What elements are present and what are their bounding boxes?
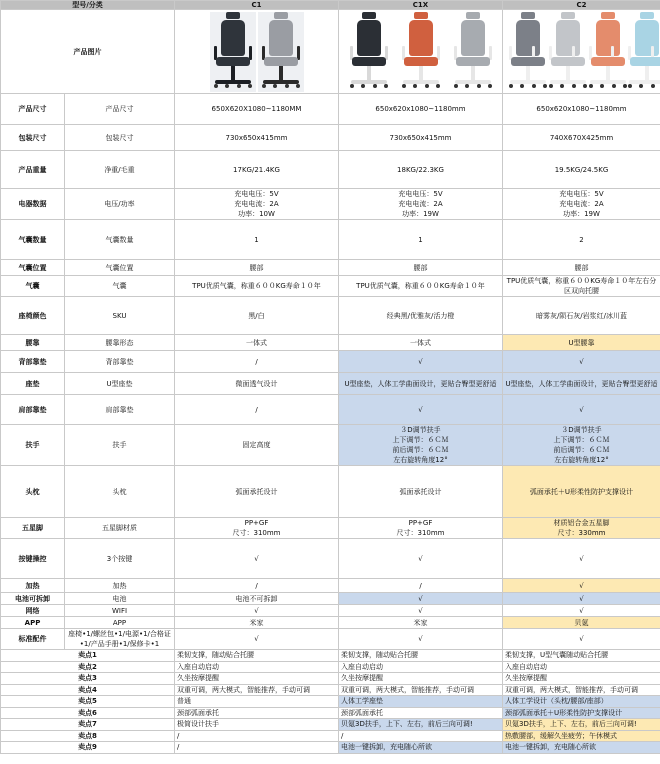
value-c1: / <box>175 395 339 425</box>
value-c1x: U型座垫，人体工学曲面设计，更贴合臀型更舒适 <box>339 373 503 395</box>
dark-chair-image <box>210 12 256 92</box>
selling-point-c1x: 入座自动启动 <box>339 661 503 673</box>
row-subcategory: 气囊数量 <box>65 220 175 260</box>
value-c1: 腰部 <box>175 260 339 276</box>
row-category: 扶手 <box>1 425 65 466</box>
value-c1: 米家 <box>175 617 339 629</box>
value-c1: √ <box>175 539 339 579</box>
value-c2: √ <box>503 629 660 650</box>
value-c1x-line: 尺寸：310mm <box>396 529 445 537</box>
selling-point-c2: 热敷腰部，缓解久坐疲劳；午休模式 <box>503 730 660 742</box>
value-c2: 740X670X425mm <box>503 125 660 151</box>
row-subcategory: 气囊位置 <box>65 260 175 276</box>
selling-point-label: 卖点2 <box>1 661 175 673</box>
selling-point-row <box>1 661 660 673</box>
value-c2: TPU优质气囊，称重６００KG寿命１０年左右分区双向托腰 <box>503 276 660 297</box>
value-c2: 弧面承托＋U形柔性防护支撑设计 <box>503 466 660 518</box>
row-subcategory: 五星脚材质 <box>65 518 175 539</box>
value-c2: √ <box>503 539 660 579</box>
selling-point-c1x: 久坐按摩提醒 <box>339 673 503 685</box>
orange-chair-image <box>398 12 444 92</box>
selling-point-c1: 普通 <box>175 696 339 708</box>
value-c1: √ <box>175 605 339 617</box>
row-subcategory: U型座垫 <box>65 373 175 395</box>
row-subcategory: 净重/毛重 <box>65 151 175 189</box>
value-c2: U型座垫，人体工学曲面设计，更贴合臀型更舒适 <box>503 373 660 395</box>
header-category: 型号/分类 <box>1 1 175 10</box>
value-c1: 650X620X1080~1180MM <box>175 94 339 125</box>
value-c1: 黑/白 <box>175 297 339 335</box>
value-c2-line: ３D调节扶手 <box>561 426 602 434</box>
row-subcategory: APP <box>65 617 175 629</box>
value-c1x <box>339 189 503 220</box>
value-c2: √ <box>503 351 660 373</box>
row-category: 网络 <box>1 605 65 617</box>
value-c1x: 米家 <box>339 617 503 629</box>
value-c2: 暗雾灰/陨石灰/岩浆红/冰川蓝 <box>503 297 660 335</box>
selling-point-c1x: / <box>339 730 503 742</box>
row-category: 头枕 <box>1 466 65 518</box>
light-gray-chair-image <box>545 12 579 92</box>
value-c1x <box>339 518 503 539</box>
row-category: 产品重量 <box>1 151 65 189</box>
row-category: 电池可拆卸 <box>1 593 65 605</box>
value-c1x: 弧面承托设计 <box>339 466 503 518</box>
selling-point-c1x: 电池一键拆卸，充电随心所欲 <box>339 742 503 754</box>
row-subcategory: 头枕 <box>65 466 175 518</box>
header-model-c2: C2 <box>503 1 660 10</box>
spec-row <box>1 593 660 605</box>
selling-point-c1x: 人体工学座垫 <box>339 696 503 708</box>
selling-point-row <box>1 696 660 708</box>
value-c1: 1 <box>175 220 339 260</box>
row-category: 标准配件 <box>1 629 65 650</box>
selling-point-c1: 久坐按摩提醒 <box>175 673 339 685</box>
value-c1x-line: 左右旋转角度12° <box>393 456 448 464</box>
spec-row <box>1 539 660 579</box>
spec-row <box>1 518 660 539</box>
spec-row <box>1 629 660 650</box>
value-c1 <box>175 518 339 539</box>
value-c1x-line: PP+GF <box>408 519 433 527</box>
spec-row <box>1 335 660 351</box>
value-c1x: 1 <box>339 220 503 260</box>
value-c2-line: 充电电流：2A <box>559 200 604 208</box>
row-subcategory: 扶手 <box>65 425 175 466</box>
value-c1-line: 充电电流：2A <box>234 200 279 208</box>
row-category: 座垫 <box>1 373 65 395</box>
value-c1x-line: 功率：19W <box>402 210 439 218</box>
selling-point-c2: 久坐按摩提醒 <box>503 673 660 685</box>
spec-row <box>1 351 660 373</box>
row-category: 加热 <box>1 579 65 593</box>
light-blue-chair-image <box>624 12 658 92</box>
value-c1-line: 功率：10W <box>238 210 275 218</box>
selling-point-c2: 贝氪3D扶手，上下、左右，前后三向可调! <box>503 719 660 731</box>
product-image-c1 <box>175 10 339 94</box>
value-c1x-line: 前后调节：６ＣＭ <box>392 446 449 454</box>
row-subcategory: 电压/功率 <box>65 189 175 220</box>
value-c1x: √ <box>339 629 503 650</box>
spec-row <box>1 605 660 617</box>
selling-point-label: 卖点4 <box>1 684 175 696</box>
selling-point-c2: 入座自动启动 <box>503 661 660 673</box>
value-c2: √ <box>503 605 660 617</box>
selling-point-label: 卖点8 <box>1 730 175 742</box>
value-c2: √ <box>503 593 660 605</box>
value-c2 <box>503 425 660 466</box>
product-image-c2 <box>503 10 660 94</box>
value-c2-line: 尺寸：330mm <box>557 529 606 537</box>
chair-image-group <box>177 12 336 92</box>
value-c1x: TPU优质气囊，称重６００KG寿命１０年 <box>339 276 503 297</box>
selling-point-label: 卖点9 <box>1 742 175 754</box>
value-c1: 一体式 <box>175 335 339 351</box>
header-row <box>1 1 660 10</box>
header-model-c1x: C1X <box>339 1 503 10</box>
black-chair-image <box>346 12 392 92</box>
value-c2: 腰部 <box>503 260 660 276</box>
value-c2-line: 前后调节：６ＣＭ <box>553 446 610 454</box>
value-c2: U型腰靠 <box>503 335 660 351</box>
value-c2-line: 充电电压：5V <box>559 190 604 198</box>
value-c1 <box>175 189 339 220</box>
product-image-c1x <box>339 10 503 94</box>
value-c1: 17KG/21.4KG <box>175 151 339 189</box>
selling-point-c1x: 柔韧支撑，随动贴合托腰 <box>339 650 503 662</box>
selling-point-c2: 电池一键拆卸，充电随心所欲 <box>503 742 660 754</box>
row-category: 按键操控 <box>1 539 65 579</box>
value-c1x: 18KG/22.3KG <box>339 151 503 189</box>
selling-point-c2: 颈部弧面承托＋U形柔性防护支撑设计 <box>503 707 660 719</box>
value-c1x: √ <box>339 539 503 579</box>
value-c1: / <box>175 579 339 593</box>
value-c1x: 经典黑/优雅灰/活力橙 <box>339 297 503 335</box>
selling-point-row <box>1 673 660 685</box>
gray-chair-image <box>505 12 539 92</box>
spec-row <box>1 466 660 518</box>
value-c1: TPU优质气囊，称重６００KG寿命１０年 <box>175 276 339 297</box>
value-c2 <box>503 189 660 220</box>
value-c1x-line: 上下调节：６ＣＭ <box>392 436 449 444</box>
row-subcategory: 肩部靠垫 <box>65 395 175 425</box>
value-c1x-line: 充电电流：2A <box>398 200 443 208</box>
selling-point-c2: 人体工学设计（头枕/腰部/座部） <box>503 696 660 708</box>
row-category: 气囊 <box>1 276 65 297</box>
spec-row <box>1 373 660 395</box>
selling-point-c1x: 颈部弧面承托 <box>339 707 503 719</box>
row-subcategory: 背部靠垫 <box>65 351 175 373</box>
row-subcategory: 座椅•1/螺丝包•1/电源•1/合格证•1/产品手册•1/保修卡•1 <box>65 629 175 650</box>
selling-point-row <box>1 650 660 662</box>
spec-row <box>1 151 660 189</box>
row-category: 电器数据 <box>1 189 65 220</box>
selling-point-label: 卖点1 <box>1 650 175 662</box>
row-category: 气囊位置 <box>1 260 65 276</box>
chair-image-group <box>341 12 500 92</box>
value-c1x: 一体式 <box>339 335 503 351</box>
value-c2-line: 左右旋转角度12° <box>554 456 609 464</box>
selling-point-c1: 颈部弧面承托 <box>175 707 339 719</box>
selling-point-row <box>1 742 660 754</box>
value-c2-line: 上下调节：６ＣＭ <box>553 436 610 444</box>
spec-row <box>1 425 660 466</box>
gray-chair-image <box>450 12 496 92</box>
orange-chair-image <box>585 12 619 92</box>
row-category: 肩部靠垫 <box>1 395 65 425</box>
spec-row <box>1 94 660 125</box>
row-subcategory: 加热 <box>65 579 175 593</box>
selling-point-c2: 柔韧支撑，U型气囊随动贴合托腰 <box>503 650 660 662</box>
value-c1x: 730x650x415mm <box>339 125 503 151</box>
selling-point-label: 卖点5 <box>1 696 175 708</box>
header-model-c1: C1 <box>175 1 339 10</box>
selling-point-c1: / <box>175 742 339 754</box>
spec-row <box>1 189 660 220</box>
value-c1: 固定高度 <box>175 425 339 466</box>
value-c2 <box>503 518 660 539</box>
value-c1: 微面透气设计 <box>175 373 339 395</box>
product-image-label: 产品图片 <box>1 10 175 94</box>
product-image-row <box>1 10 660 94</box>
selling-point-row <box>1 719 660 731</box>
selling-point-label: 卖点7 <box>1 719 175 731</box>
row-category: 腰靠 <box>1 335 65 351</box>
row-subcategory: SKU <box>65 297 175 335</box>
value-c2: 19.5KG/24.5KG <box>503 151 660 189</box>
selling-point-label: 卖点6 <box>1 707 175 719</box>
value-c1-line: 尺寸：310mm <box>232 529 281 537</box>
spec-row <box>1 395 660 425</box>
row-category: 背部靠垫 <box>1 351 65 373</box>
row-subcategory: 包装尺寸 <box>65 125 175 151</box>
row-category: APP <box>1 617 65 629</box>
selling-point-label: 卖点3 <box>1 673 175 685</box>
selling-point-c2: 双重可调，两大模式，智能推荐，手动可调 <box>503 684 660 696</box>
chair-image-group <box>505 12 658 92</box>
selling-point-row <box>1 684 660 696</box>
selling-point-c1: 极简设计扶手 <box>175 719 339 731</box>
value-c2: 650x620x1080~1180mm <box>503 94 660 125</box>
value-c1x: 650x620x1080~1180mm <box>339 94 503 125</box>
value-c1x: / <box>339 579 503 593</box>
value-c1: √ <box>175 629 339 650</box>
value-c1x: √ <box>339 605 503 617</box>
selling-point-row <box>1 730 660 742</box>
row-subcategory: 电池 <box>65 593 175 605</box>
row-subcategory: 产品尺寸 <box>65 94 175 125</box>
value-c1x: √ <box>339 351 503 373</box>
row-subcategory: 气囊 <box>65 276 175 297</box>
spec-row <box>1 297 660 335</box>
value-c1x-line: ３D调节扶手 <box>400 426 441 434</box>
value-c2: √ <box>503 395 660 425</box>
row-category: 气囊数量 <box>1 220 65 260</box>
row-category: 五星脚 <box>1 518 65 539</box>
row-subcategory: 3个按键 <box>65 539 175 579</box>
value-c2: 2 <box>503 220 660 260</box>
selling-point-row <box>1 707 660 719</box>
row-subcategory: 腰靠形态 <box>65 335 175 351</box>
value-c1x: 腰部 <box>339 260 503 276</box>
selling-point-c1x: 双重可调，两大模式，智能推荐，手动可调 <box>339 684 503 696</box>
value-c1x-line: 充电电压：5V <box>398 190 443 198</box>
row-category: 座椅颜色 <box>1 297 65 335</box>
value-c1: 弧面承托设计 <box>175 466 339 518</box>
row-category: 包装尺寸 <box>1 125 65 151</box>
spec-row <box>1 125 660 151</box>
value-c1: / <box>175 351 339 373</box>
gray-chair-image <box>258 12 304 92</box>
spec-row <box>1 579 660 593</box>
spec-row <box>1 260 660 276</box>
value-c1: 电池不可拆卸 <box>175 593 339 605</box>
selling-point-c1: 入座自动启动 <box>175 661 339 673</box>
selling-point-c1: / <box>175 730 339 742</box>
value-c1-line: PP+GF <box>244 519 269 527</box>
value-c1x: √ <box>339 395 503 425</box>
value-c2-line: 功率：19W <box>563 210 600 218</box>
value-c1-line: 充电电压：5V <box>234 190 279 198</box>
value-c2: √ <box>503 579 660 593</box>
spec-row <box>1 220 660 260</box>
value-c1: 730x650x415mm <box>175 125 339 151</box>
selling-point-c1: 柔韧支撑，随动贴合托腰 <box>175 650 339 662</box>
selling-point-c1x: 贝氪3D扶手，上下、左右，前后三向可调! <box>339 719 503 731</box>
value-c1x: √ <box>339 593 503 605</box>
value-c1x <box>339 425 503 466</box>
spec-row <box>1 617 660 629</box>
row-subcategory: WIFI <box>65 605 175 617</box>
value-c2: 贝氪 <box>503 617 660 629</box>
value-c2-line: 材质铝合金五星脚 <box>553 519 610 527</box>
selling-point-c1: 双重可调，两大模式，智能推荐，手动可调 <box>175 684 339 696</box>
spec-row <box>1 276 660 297</box>
row-category: 产品尺寸 <box>1 94 65 125</box>
